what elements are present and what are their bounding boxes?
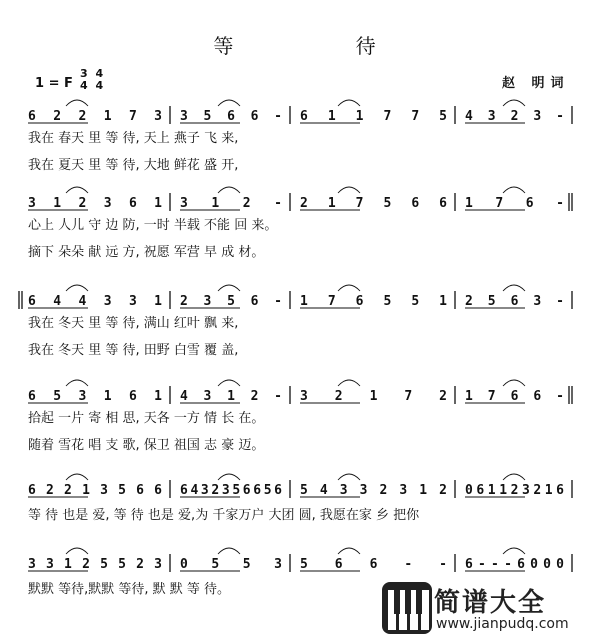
slur-arc [66,100,88,106]
measure-notes: 3 1 2 - [180,196,282,211]
lyric-line: 我在 夏天 里 等 待, 大地 鲜花 盛 开, [28,158,239,173]
watermark-url: www.jianpudq.com [436,616,569,632]
page-title: 等 待 [213,34,434,58]
slur-arc [503,380,525,386]
measure-notes: 2 3 5 6 - [180,294,282,309]
measure-notes: 2 5 6 3 - [465,294,564,309]
slur-arc [338,100,360,106]
measure-notes: 5 4 3 3 2 3 1 2 [300,483,447,498]
lyric-line: 摘下 朵朵 献 远 方, 祝愿 军营 早 成 材。 [28,245,265,260]
slur-arc [338,474,360,480]
slur-arc [503,474,525,480]
measure-notes: 3 5 6 6 - [180,109,282,124]
measure-notes: 0 5 5 3 [180,557,282,572]
lyric-line: 我在 冬天 里 等 待, 田野 白雪 覆 盖, [28,343,239,358]
measure-notes: 6 4 4 3 3 1 [28,294,162,309]
slur-arc [218,285,240,291]
lyric-line: 拾起 一片 寄 相 思, 天各 一方 情 长 在。 [28,411,265,426]
slur-arc [218,380,240,386]
lyric-line: 默默 等待,默默 等待, 默 默 等 待。 [28,582,231,597]
measure-notes: 5 6 6 - - [300,557,447,572]
slur-arc [503,285,525,291]
slur-arc [338,380,360,386]
measure-notes: 4 3 1 2 - [180,389,282,404]
slur-arc [503,187,525,193]
measure-notes: 6 - - - 6 0 0 0 [465,557,564,572]
slur-arc [66,285,88,291]
measure-notes: 6 1 1 7 7 5 [300,109,447,124]
lyric-line: 随着 雪花 唱 支 歌, 保卫 祖国 志 豪 迈。 [28,438,265,453]
measure-notes: 4 3 2 3 - [465,109,564,124]
lyric-line: 等 待 也是 爱, 等 待 也是 爱,为 千家万户 大团 圆, 我愿在家 乡 把你 [28,508,420,523]
lyricist-credit: 赵 明词 [502,76,570,91]
watermark-text: 简谱大全 [434,588,547,618]
slur-arc [503,548,525,554]
slur-arc [218,100,240,106]
lyric-line: 我在 冬天 里 等 待, 满山 红叶 飘 来, [28,316,239,331]
slur-arc [338,285,360,291]
measure-notes: 3 2 1 7 2 [300,389,447,404]
slur-arc [338,548,360,554]
measure-notes: 6 2 2 1 3 5 6 6 [28,483,162,498]
slur-arc [66,380,88,386]
meter-1: 3 4 [80,67,88,92]
measure-notes: 6 5 3 1 6 1 [28,389,162,404]
lyric-line: 我在 春天 里 等 待, 天上 燕子 飞 来, [28,131,239,146]
measure-notes: 6 4 3 2 3 5 6 6 5 6 [180,483,282,498]
slur-arc [218,187,240,193]
key-signature: 1 = F [35,76,73,91]
slur-arc [66,548,88,554]
lyric-line: 心上 人儿 守 边 防, 一时 半载 不能 回 来。 [28,218,278,233]
piano-keys-icon [380,580,440,639]
measure-notes: 3 1 2 3 6 1 [28,196,162,211]
measure-notes: 3 3 1 2 5 5 2 3 [28,557,162,572]
slur-arc [66,474,88,480]
meter-2: 4 4 [95,67,104,92]
slur-arc [218,474,240,480]
slur-arc [503,100,525,106]
measure-notes: 1 7 6 - [465,196,564,211]
measure-notes: 2 1 7 5 6 6 [300,196,447,211]
measure-notes: 1 7 6 5 5 1 [300,294,447,309]
measure-notes: 6 2 2 1 7 3 [28,109,162,124]
measure-notes: 1 7 6 6 - [465,389,564,404]
measure-notes: 0 6 1 1 2 3 2 1 6 [465,483,564,498]
slur-arc [218,548,240,554]
slur-arc [66,187,88,193]
slur-arc [338,187,360,193]
